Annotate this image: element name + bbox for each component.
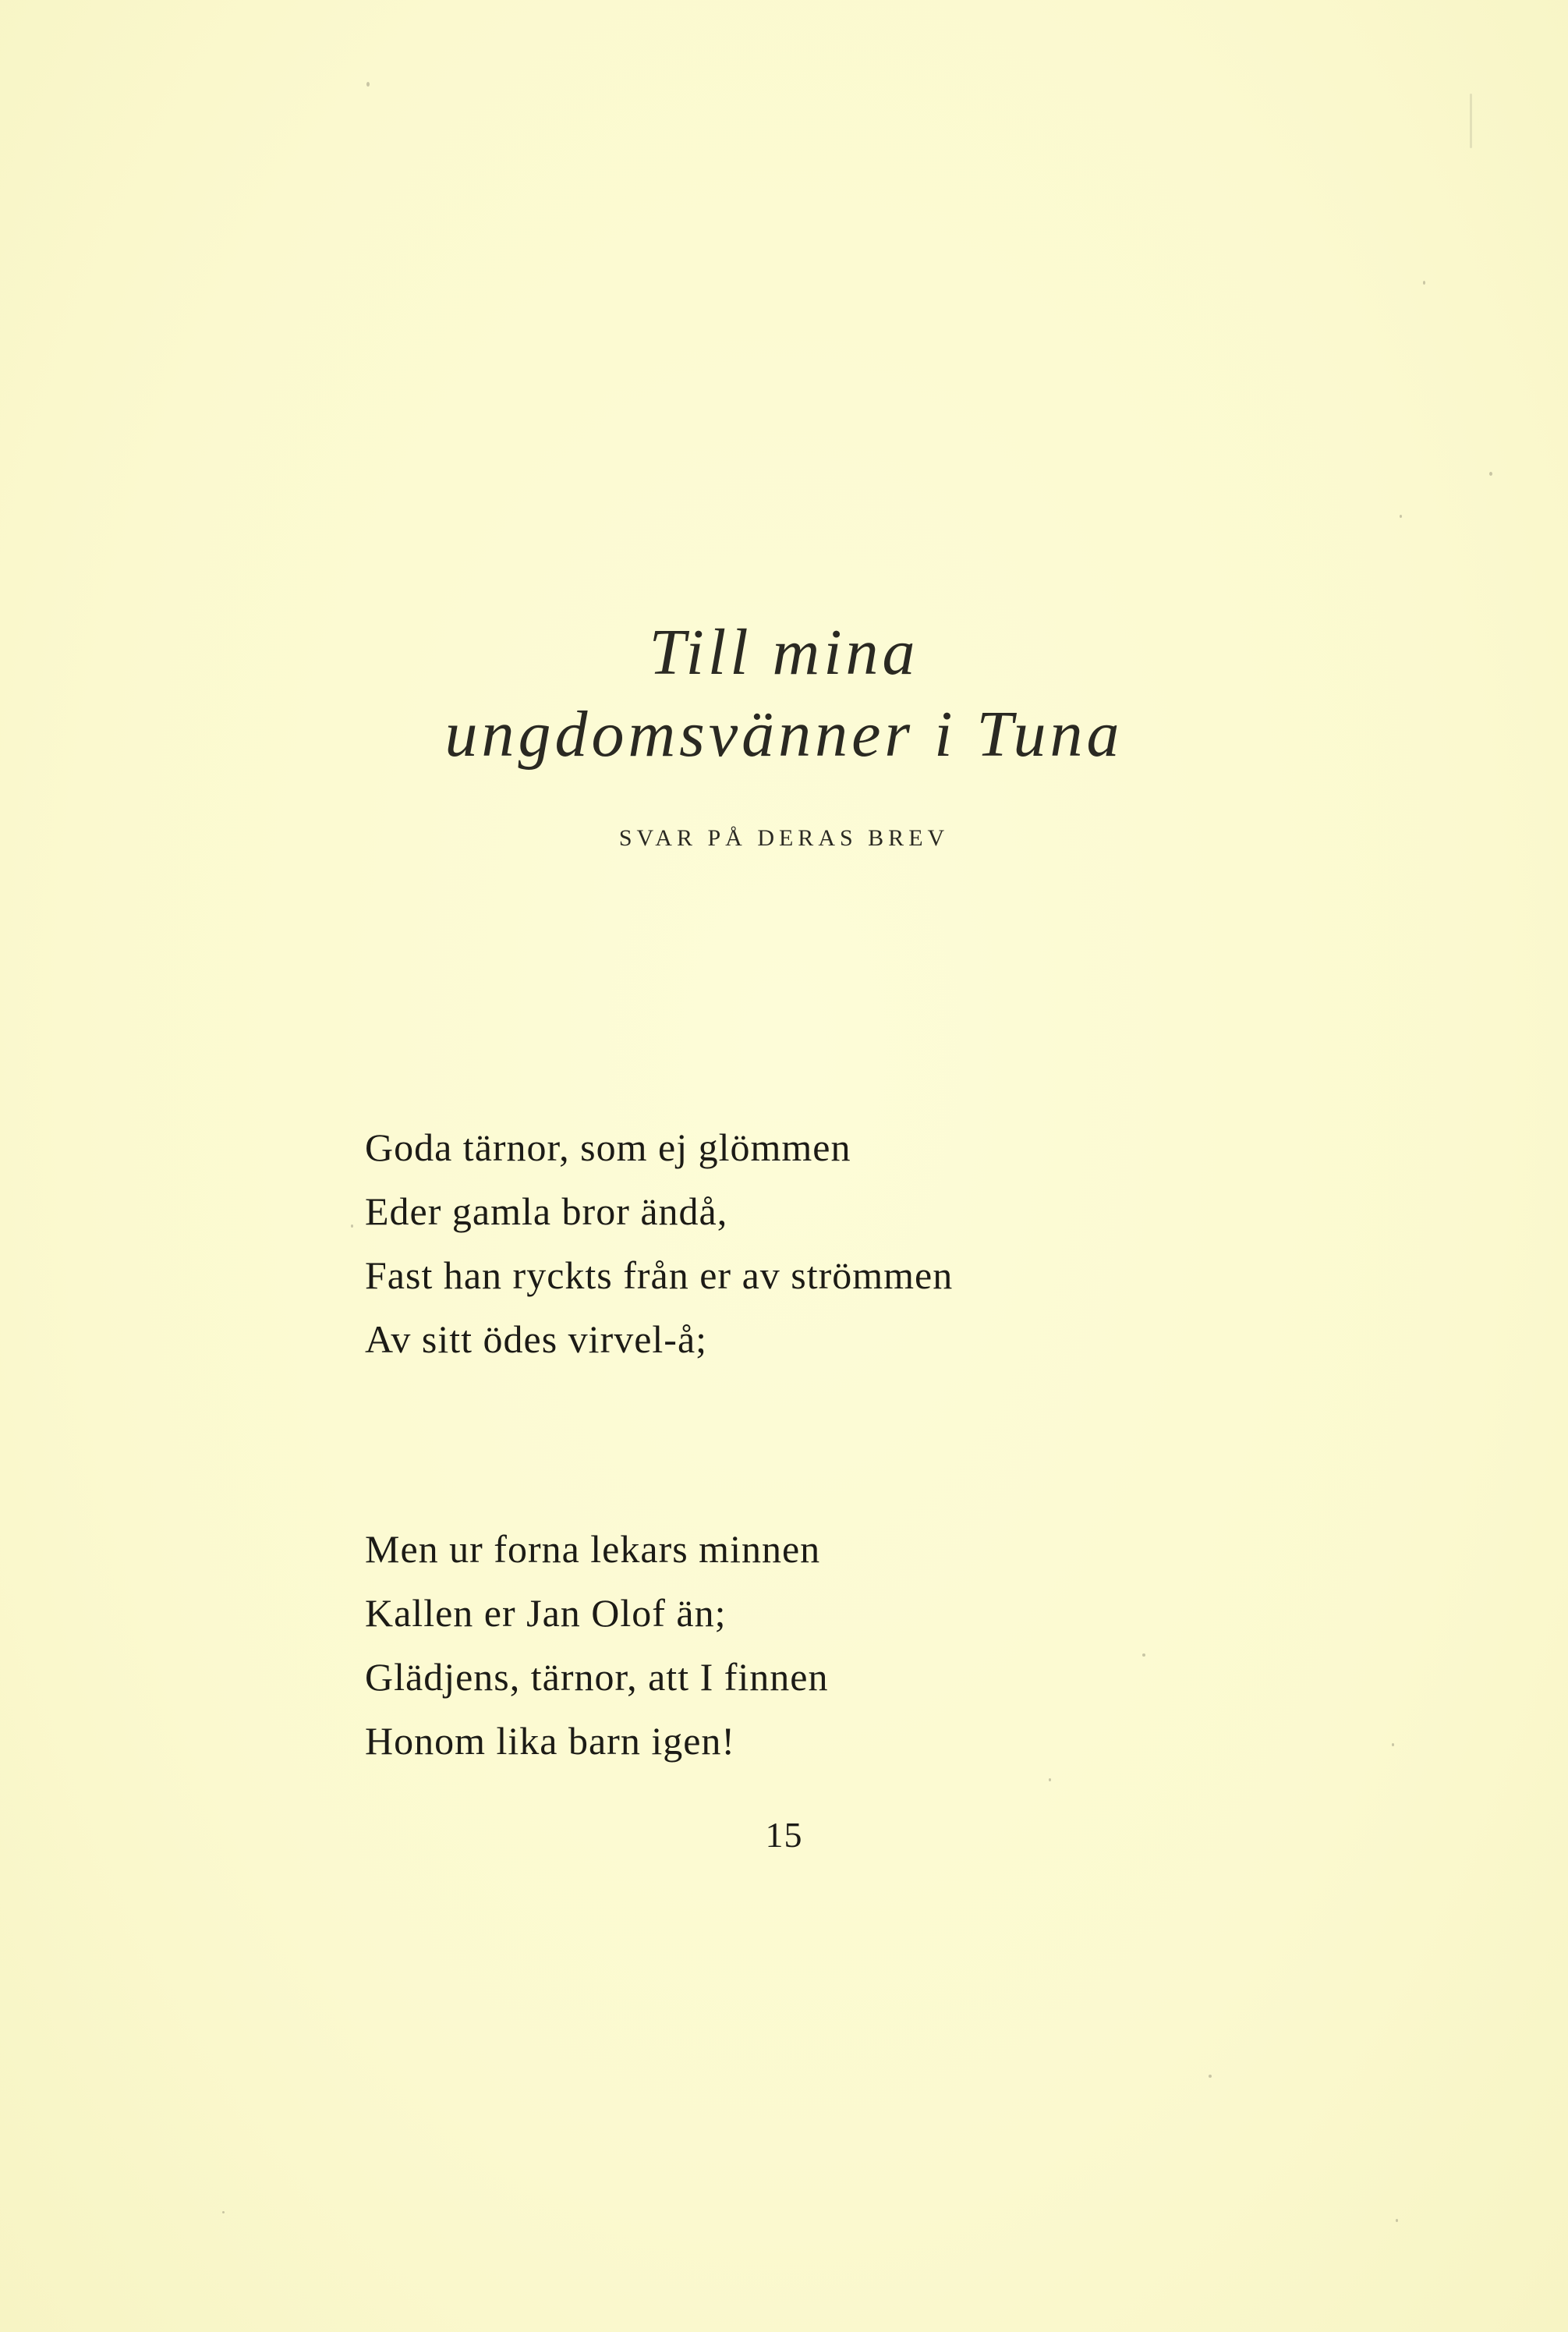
verse-line: Eder gamla bror ändå, — [365, 1189, 728, 1233]
verse-line: Glädjens, tärnor, att I finnen — [365, 1655, 829, 1699]
verse-line: Kallen er Jan Olof än; — [365, 1591, 727, 1635]
verse-line: Men ur forna lekars minnen — [365, 1527, 821, 1571]
paper-speck — [1209, 2075, 1212, 2078]
poem-subtitle: SVAR PÅ DERAS BREV — [618, 825, 950, 851]
paper-speck — [1396, 2219, 1398, 2222]
poem-title-line-1: Till mina — [649, 616, 919, 689]
paper-speck — [1489, 472, 1492, 476]
paper-speck — [351, 1224, 353, 1228]
stanza-1 — [365, 1115, 1223, 1371]
stanza-2 — [365, 1517, 1223, 1773]
page-number: 15 — [765, 1815, 803, 1855]
poem-title-line-2: ungdomsvänner i Tuna — [444, 698, 1124, 771]
paper-speck — [1142, 1653, 1145, 1657]
paper-speck — [1400, 515, 1402, 518]
paper-speck — [1423, 281, 1425, 285]
paper-speck — [222, 2211, 225, 2213]
verse-line: Fast han ryckts från er av strömmen — [365, 1253, 954, 1297]
verse-line: Goda tärnor, som ej glömmen — [365, 1125, 851, 1169]
paper-speck — [366, 82, 370, 87]
verse-line: Honom lika barn igen! — [365, 1719, 736, 1763]
paper-speck — [1470, 94, 1472, 148]
paper-speck — [1392, 1743, 1394, 1746]
verse-line: Av sitt ödes virvel-å; — [365, 1317, 708, 1361]
paper-speck — [1049, 1778, 1051, 1781]
